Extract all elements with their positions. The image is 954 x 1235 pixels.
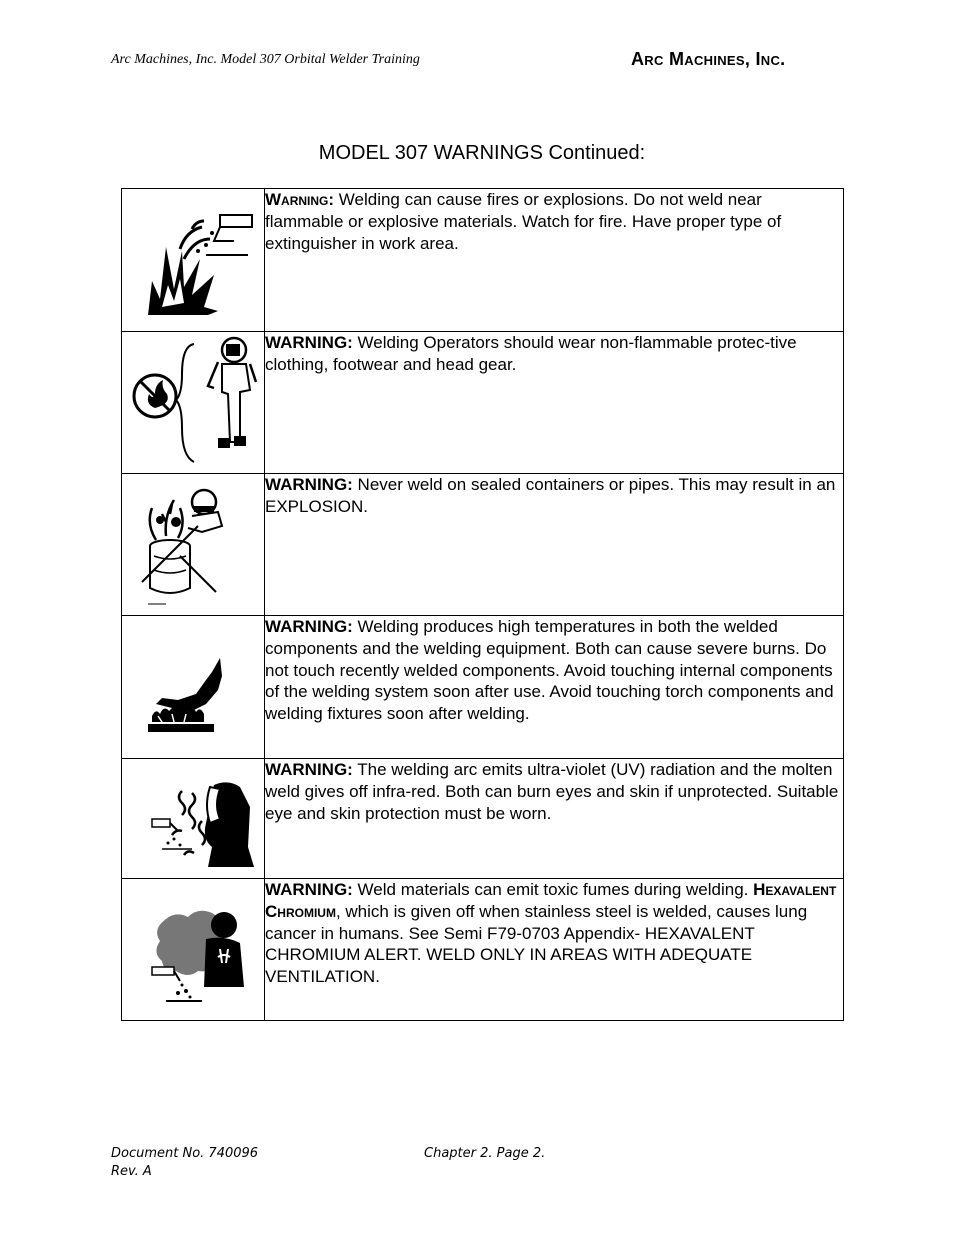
- warning-text-cell: [265, 879, 844, 1021]
- warning-term: Hexavalent Chromium: [265, 880, 837, 921]
- warning-icon-cell: [122, 616, 265, 759]
- warning-label: WARNING:: [265, 617, 353, 636]
- warning-row: [122, 759, 844, 879]
- protective-clothing-icon: [122, 332, 264, 474]
- warning-row: [122, 616, 844, 759]
- warnings-table: [121, 188, 844, 1021]
- warning-row: [122, 879, 844, 1021]
- warning-text: Never weld on sealed containers or pipes. This may result in an EXPLOSION.: [265, 475, 836, 516]
- warning-icon-cell: [122, 879, 265, 1021]
- header-document-title: Arc Machines, Inc. Model 307 Orbital Welder Training: [111, 52, 420, 67]
- warning-text: Weld materials can emit toxic fumes during welding.: [352, 880, 754, 899]
- warning-label: WARNING:: [265, 880, 353, 899]
- company-logo-text: Arc Machines, Inc.: [631, 49, 786, 69]
- warning-text: The welding arc emits ultra-violet (UV) radiation and the molten weld gives off infra-red. Both can burn eyes and skin if unprotected. Suitable eye and skin protection must be worn.: [265, 760, 839, 823]
- arc-radiation-icon: [122, 759, 264, 879]
- warning-row: [122, 474, 844, 616]
- page-number: Chapter 2. Page 2.: [424, 1146, 546, 1161]
- warning-icon-cell: [122, 332, 265, 474]
- warning-label: WARNING:: [265, 475, 353, 494]
- warning-row: [122, 189, 844, 332]
- warning-label: WARNING:: [265, 333, 353, 352]
- warning-text: Welding Operators should wear non-flammable protec-tive clothing, footwear and head gear.: [265, 333, 797, 374]
- warning-icon-cell: [122, 189, 265, 332]
- warning-text: Welding produces high temperatures in both the welded components and the welding equipment. Both can cause severe burns. Do not touch recently welded components. Avoid touching internal components of the welding system soon after use. Avoid touching torch components and welding fixtures soon after welding.: [265, 617, 834, 724]
- footer-document-info: [111, 1145, 258, 1181]
- warning-text-cell: [265, 616, 844, 759]
- warning-text-cell: [265, 474, 844, 616]
- warning-text-cell: [265, 332, 844, 474]
- warning-text-cell: [265, 759, 844, 879]
- warning-icon-cell: [122, 474, 265, 616]
- warning-text: Welding can cause fires or explosions. Do not weld near flammable or explosive materials. Watch for fire. Have proper type of extinguisher in work area.: [265, 190, 782, 253]
- hot-surface-icon: [122, 616, 264, 759]
- page-title: MODEL 307 WARNINGS Continued:: [318, 142, 646, 164]
- revision: Rev. A: [111, 1164, 152, 1179]
- sealed-container-icon: [122, 474, 264, 616]
- warning-label: WARNING:: [265, 760, 353, 779]
- toxic-fumes-icon: [122, 879, 264, 1021]
- warning-text-continued: , which is given off when stainless steel is welded, causes lung cancer in humans. See Semi F79-0703 Appendix- HEXAVALENT CHROMIUM ALERT. WELD ONLY IN AREAS WITH ADEQUATE VENTILATION.: [265, 901, 808, 987]
- warning-icon-cell: [122, 759, 265, 879]
- fire-explosion-icon: [122, 189, 264, 332]
- warning-label: Warning:: [265, 190, 335, 209]
- warning-row: [122, 332, 844, 474]
- document-number: Document No. 740096: [111, 1146, 259, 1161]
- warning-text-cell: [265, 189, 844, 332]
